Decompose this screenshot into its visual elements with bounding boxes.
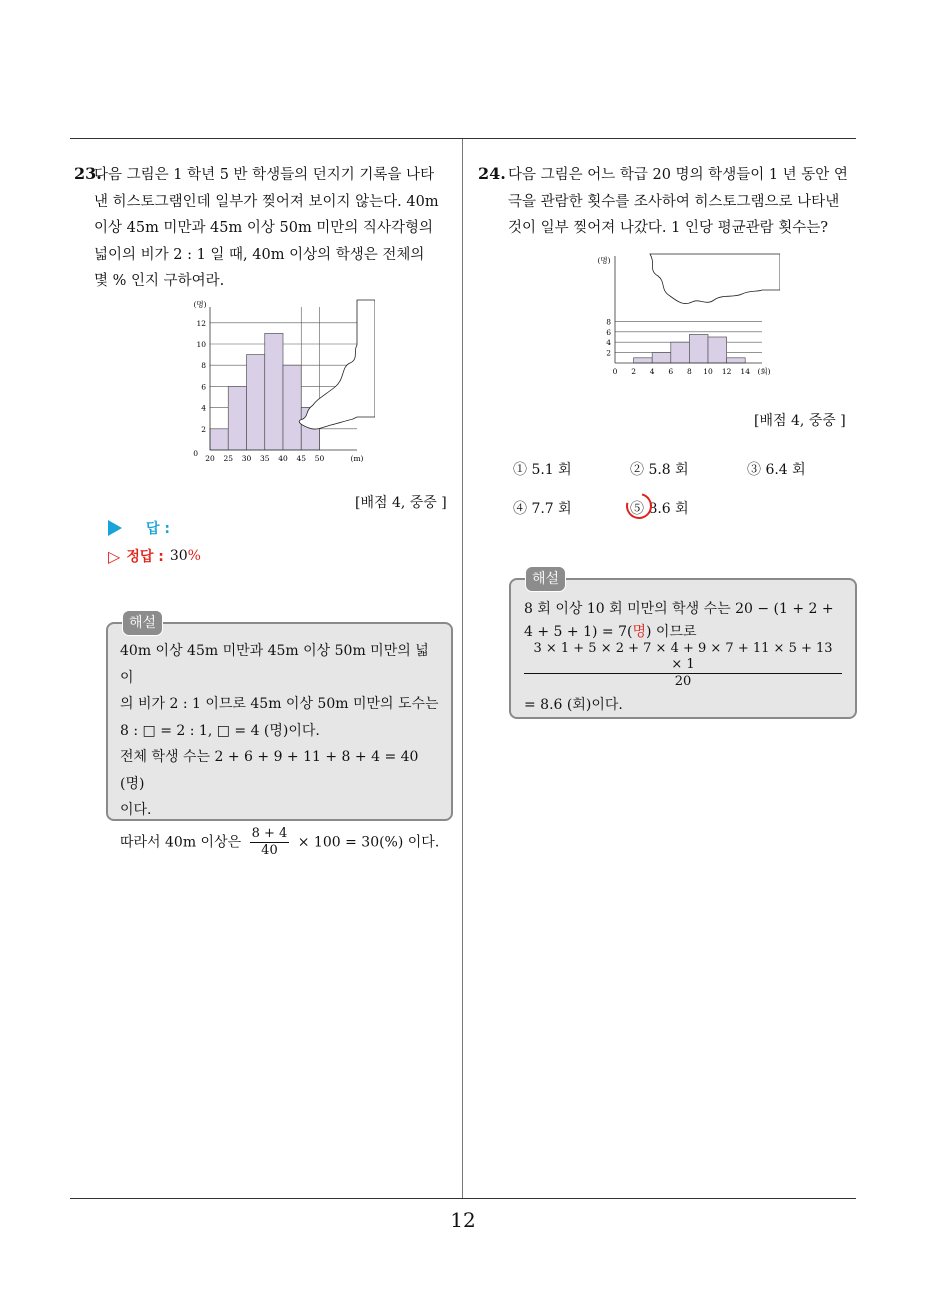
choice-3[interactable]: ③ 6.4 회 <box>747 462 806 478</box>
y-tick-label: 4 <box>606 338 611 348</box>
solution-text: 따라서 40m 이상은 <box>120 834 242 850</box>
torn-edge <box>650 254 780 304</box>
histogram-bar <box>634 358 653 363</box>
correct-answer-row <box>108 546 201 566</box>
histogram-chart-24 <box>590 250 780 385</box>
histogram-bar <box>708 337 727 363</box>
y-tick-label: 6 <box>201 382 206 392</box>
fraction <box>250 826 290 859</box>
question-line: 다음 그림은 1 학년 5 반 학생들의 던지기 기록을 나타 <box>94 167 435 183</box>
question-line: 것이 일부 찢어져 나갔다. 1 인당 평균관람 횟수는? <box>508 220 829 236</box>
x-tick-label: 6 <box>668 367 674 376</box>
x-tick-label: 2 <box>631 367 636 376</box>
solution-text: × 100 = 30(%) 이다. <box>297 834 440 850</box>
solution-tag: 해설 <box>525 566 566 592</box>
question-line: 넓이의 비가 2 : 1 일 때, 40m 이상의 학생은 전체의 <box>94 246 425 263</box>
fraction-denominator: 20 <box>674 673 692 689</box>
top-rule <box>70 138 856 139</box>
x-tick-label: 35 <box>259 454 270 463</box>
question-line: 극을 관람한 횟수를 조사하여 히스토그램으로 나타낸 <box>508 193 840 210</box>
triangle-outline-icon: ▷ <box>108 546 121 566</box>
histogram-bar <box>210 429 228 450</box>
solution-tag: 해설 <box>122 610 163 636</box>
x-axis-label: (회) <box>757 367 771 376</box>
column-divider <box>462 139 463 1198</box>
question-text <box>508 162 854 242</box>
score-label: [배점 4, 중중 ] <box>754 413 846 429</box>
question-line: 몇 % 인지 구하여라. <box>94 273 225 289</box>
x-tick-label: 20 <box>205 454 215 463</box>
histogram-bar <box>727 358 746 363</box>
y-tick-label: 8 <box>201 361 206 371</box>
choice-5[interactable]: ⑤ 8.6 회 <box>630 501 689 517</box>
x-tick-label: 12 <box>721 367 732 376</box>
question-number: 23. <box>74 164 102 183</box>
histogram-bar <box>265 333 283 450</box>
histogram-bar <box>283 365 301 450</box>
fraction <box>524 641 842 690</box>
bottom-rule <box>70 1198 856 1199</box>
question-text <box>94 162 458 295</box>
torn-edge <box>299 300 375 429</box>
y-tick-label: 2 <box>201 424 206 434</box>
solution-highlight: 명 <box>632 623 646 640</box>
histogram-bar <box>671 342 690 363</box>
x-tick-label: 40 <box>278 454 288 463</box>
question-line: 이상 45m 미만과 45m 이상 50m 미만의 직사각형의 <box>94 220 433 236</box>
score-label: [배점 4, 중중 ] <box>355 495 447 511</box>
fraction-numerator: 8 + 4 <box>251 825 288 841</box>
x-axis-label: (m) <box>350 454 364 463</box>
correct-answer-unit: % <box>187 548 201 564</box>
y-tick-label: 0 <box>193 449 198 458</box>
x-tick-label: 30 <box>241 454 252 463</box>
fraction-numerator: 3 × 1 + 5 × 2 + 7 × 4 + 9 × 7 + 11 × 5 + 13 × 1 <box>524 641 842 674</box>
y-tick-label: 10 <box>196 340 206 349</box>
x-tick-label: 10 <box>703 367 713 376</box>
y-tick-label: 6 <box>606 327 611 337</box>
solution-line: = 8.6 (회)이다. <box>524 696 623 713</box>
x-tick-label: 4 <box>649 367 655 376</box>
y-axis-label: (명) <box>597 256 611 265</box>
solution-line <box>524 623 845 641</box>
histogram-bar <box>652 353 671 363</box>
fraction-denominator: 40 <box>261 842 278 858</box>
solution-line: 이다. <box>120 802 152 818</box>
histogram-bar <box>247 355 265 450</box>
solution-line <box>120 826 441 859</box>
y-tick-label: 12 <box>196 318 206 328</box>
solution-line: 40m 이상 45m 미만과 45m 이상 50m 미만의 넓이 <box>120 643 429 686</box>
x-tick-label: 25 <box>223 454 234 463</box>
choice-4[interactable]: ④ 7.7 회 <box>513 501 572 517</box>
y-axis-label: (명) <box>193 300 207 309</box>
histogram-chart-23 <box>185 295 375 470</box>
question-line: 다음 그림은 어느 학급 20 명의 학생들이 1 년 동안 연 <box>508 167 848 183</box>
solution-box <box>106 615 453 858</box>
answer-mark-icon <box>621 488 657 524</box>
x-tick-label: 45 <box>296 454 307 463</box>
play-icon <box>108 520 122 536</box>
choice-2[interactable]: ② 5.8 회 <box>630 462 689 478</box>
question-line: 낸 히스토그램인데 일부가 찢어져 보이지 않는다. 40m <box>94 193 439 210</box>
answer-label: 답 : <box>146 521 170 537</box>
page-number: 12 <box>450 1208 476 1232</box>
histogram-bar <box>689 334 708 363</box>
choice-1[interactable]: ① 5.1 회 <box>513 462 572 478</box>
correct-answer-label: 정답 : <box>126 549 164 565</box>
solution-line: 전체 학생 수는 2 + 6 + 9 + 11 + 8 + 4 = 40 (명) <box>120 749 419 792</box>
x-tick-label: 50 <box>314 454 325 463</box>
x-tick-label: 0 <box>612 367 618 376</box>
solution-text: 4 + 5 + 1) = 7( <box>524 623 633 640</box>
y-tick-label: 2 <box>606 348 611 358</box>
answer-row <box>108 518 170 538</box>
y-tick-label: 4 <box>201 403 206 413</box>
question-number: 24. <box>478 164 506 183</box>
solution-line: 8 : □ = 2 : 1, □ = 4 (명)이다. <box>120 722 320 739</box>
solution-text: ) 이므로 <box>645 623 697 640</box>
solution-line: 8 회 이상 10 회 미만의 학생 수는 20 − (1 + 2 + <box>524 601 834 617</box>
solution-box <box>509 571 857 719</box>
x-tick-label: 8 <box>687 367 692 376</box>
y-tick-label: 8 <box>606 317 611 327</box>
histogram-bar <box>228 386 246 450</box>
x-tick-label: 14 <box>740 367 750 376</box>
solution-line: 의 비가 2 : 1 이므로 45m 이상 50m 미만의 도수는 <box>120 696 439 712</box>
correct-answer-value: 30 <box>169 548 188 564</box>
